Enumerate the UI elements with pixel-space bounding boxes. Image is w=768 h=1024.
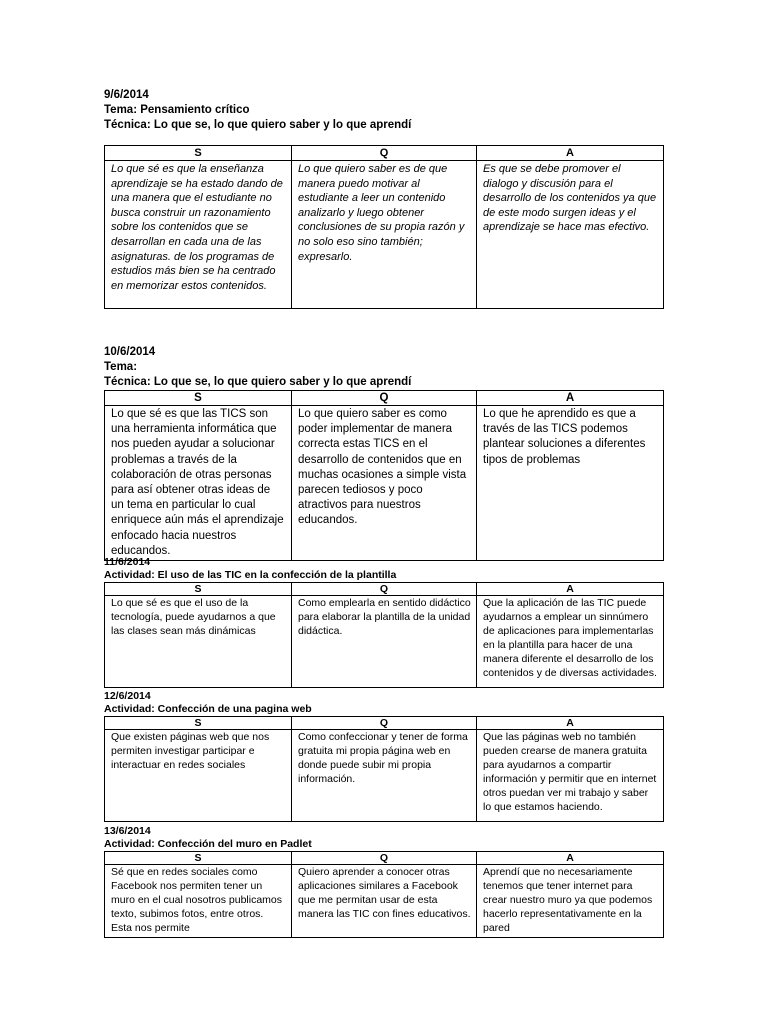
entry-technique: Técnica: Lo que se, lo que quiero saber y lo que aprendí	[104, 376, 412, 388]
cell-q: Lo que quiero saber es como poder implementar de manera correcta estas TICS en el desarrollo de contenidos que en muchas ocasiones a simple vista parecen tediosos y poco atractivos para nuestros educandos.	[292, 406, 477, 561]
entry-date: 9/6/2014	[104, 89, 149, 101]
column-q: Q	[292, 717, 477, 730]
cell-a: Que la aplicación de las TIC puede ayudarnos a emplear un sinnúmero de aplicaciones para implementarlas en la plantilla para hacer de una manera diferente el desarrollo de los contenidos y de diversas actividades.	[477, 596, 664, 688]
column-q: Q	[292, 391, 477, 406]
column-a: A	[477, 583, 664, 596]
table-header-row	[105, 717, 664, 730]
column-s: S	[105, 391, 292, 406]
sqa-table	[104, 716, 664, 822]
cell-a: Aprendí que no necesariamente tenemos que tener internet para crear nuestro muro ya que podemos hacerlo representativamente en la pared	[477, 865, 664, 938]
entry-date: 12/6/2014	[104, 690, 151, 702]
entry-topic: Tema:	[104, 361, 138, 373]
column-a: A	[477, 852, 664, 865]
entry-date: 10/6/2014	[104, 346, 156, 358]
entry-date: 13/6/2014	[104, 825, 151, 837]
entry-13-6	[104, 825, 660, 938]
cell-s: Sé que en redes sociales como Facebook nos permiten tener un muro en el cual nosotros publicamos texto, subimos fotos, entre otros. Esta nos permite	[105, 865, 292, 938]
column-a: A	[477, 391, 664, 406]
column-q: Q	[292, 852, 477, 865]
cell-s: Que existen páginas web que nos permiten investigar participar e interactuar en redes sociales	[105, 730, 292, 822]
cell-s: Lo que sé es que el uso de la tecnología, puede ayudarnos a que las clases sean más dinámicas	[105, 596, 292, 688]
column-a: A	[477, 146, 664, 161]
table-header-row	[105, 391, 664, 406]
entry-9-6	[104, 88, 660, 309]
sqa-table	[104, 851, 664, 938]
entry-technique: Técnica: Lo que se, lo que quiero saber y lo que aprendí	[104, 119, 412, 131]
cell-s: Lo que sé es que la enseñanza aprendizaje se ha estado dando de una manera que el estudiante no busca construir un razonamiento sobre los contenidos que se desarrollan en cada una de las asignaturas. de los programas de estudios más bien se ha centrado en memorizar estos contenidos.	[105, 161, 292, 309]
table-row	[105, 865, 664, 938]
column-a: A	[477, 717, 664, 730]
column-s: S	[105, 146, 292, 161]
entry-10-6	[104, 345, 660, 561]
cell-q: Como emplearla en sentido didáctico para elaborar la plantilla de la unidad didáctica.	[292, 596, 477, 688]
entry-activity: Actividad: Confección del muro en Padlet	[104, 838, 312, 850]
cell-q: Quiero aprender a conocer otras aplicaciones similares a Facebook que me permitan usar de esta manera las TIC con fines educativos.	[292, 865, 477, 938]
cell-a: Es que se debe promover el dialogo y discusión para el desarrollo de los contenidos ya que de este modo surgen ideas y el aprendizaje se hace mas efectivo.	[477, 161, 664, 309]
cell-q: Lo que quiero saber es de que manera puedo motivar al estudiante a leer un contenido analizarlo y luego obtener conclusiones de su propia razón y no solo eso sino también; expresarlo.	[292, 161, 477, 309]
column-s: S	[105, 852, 292, 865]
cell-a: Lo que he aprendido es que a través de las TICS podemos plantear soluciones a diferentes tipos de problemas	[477, 406, 664, 561]
table-row	[105, 730, 664, 822]
cell-a: Que las páginas web no también pueden crearse de manera gratuita para ayudarnos a compartir información y permitir que en internet otros puedan ver mi trabajo y saber lo que estamos haciendo.	[477, 730, 664, 822]
sqa-table	[104, 582, 664, 688]
column-q: Q	[292, 583, 477, 596]
table-header-row	[105, 146, 664, 161]
cell-q: Como confeccionar y tener de forma gratuita mi propia página web en donde puede subir mi propia información.	[292, 730, 477, 822]
table-row	[105, 406, 664, 561]
column-s: S	[105, 583, 292, 596]
table-header-row	[105, 583, 664, 596]
cell-s: Lo que sé es que las TICS son una herramienta informática que nos pueden ayudar a solucionar problemas a través de la colaboración de otras personas para así obtener otras ideas de un tema en particular lo cual enriquece aún más el aprendizaje enfocado hacia nuestros educandos.	[105, 406, 292, 561]
table-row	[105, 161, 664, 309]
sqa-table	[104, 390, 664, 561]
entry-12-6	[104, 690, 660, 822]
entry-activity: Actividad: Confección de una pagina web	[104, 703, 312, 715]
table-row	[105, 596, 664, 688]
column-s: S	[105, 717, 292, 730]
entry-date: 11/6/2014	[104, 556, 151, 568]
entry-topic: Tema: Pensamiento crítico	[104, 104, 250, 116]
entry-activity: Actividad: El uso de las TIC en la confección de la plantilla	[104, 569, 397, 581]
sqa-table	[104, 145, 664, 309]
entry-11-6	[104, 556, 660, 688]
table-header-row	[105, 852, 664, 865]
column-q: Q	[292, 146, 477, 161]
